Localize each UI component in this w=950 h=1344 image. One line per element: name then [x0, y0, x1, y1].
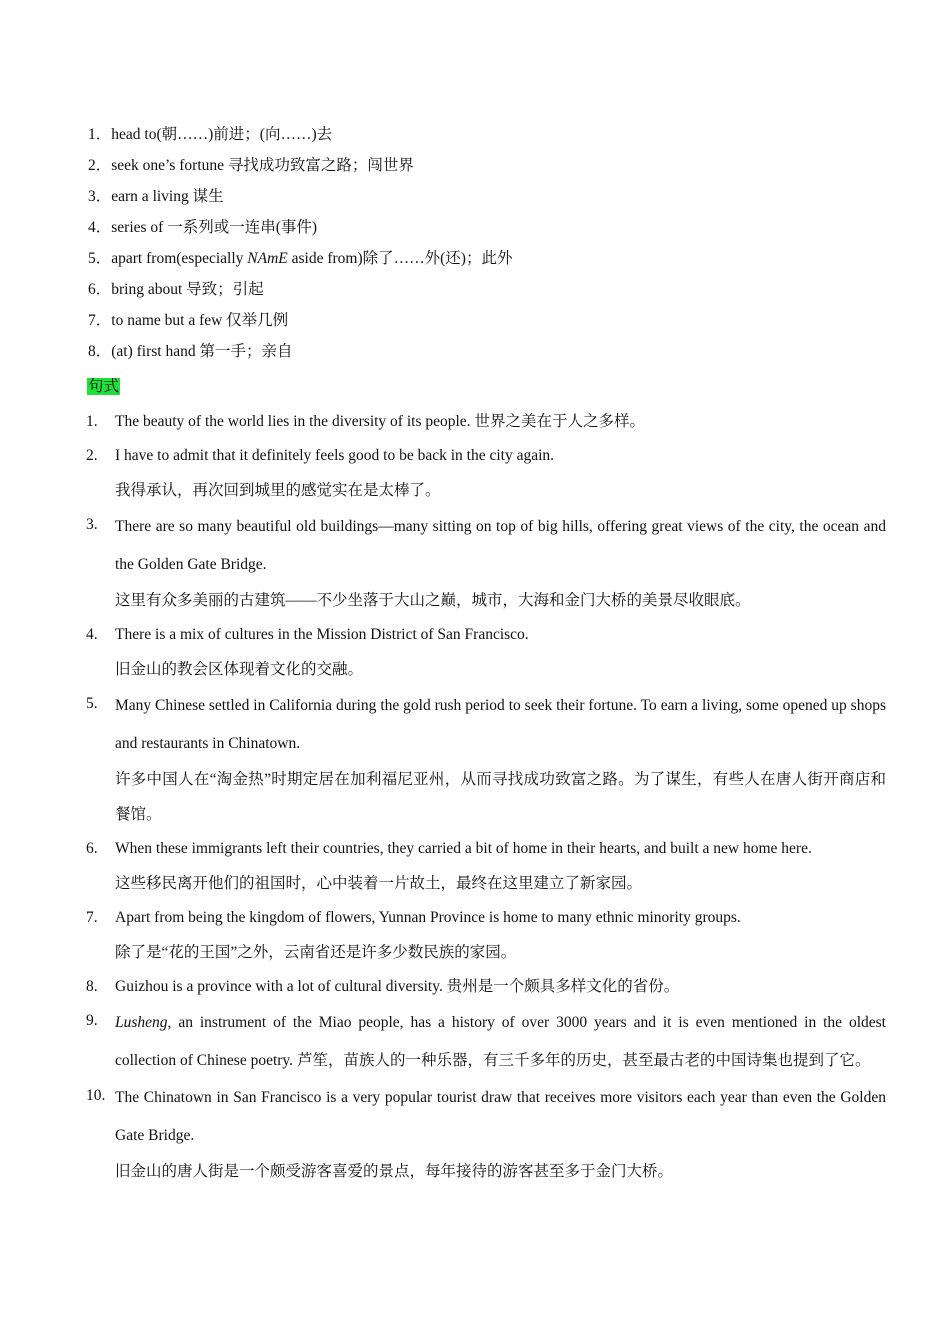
sentence-item — [86, 439, 886, 508]
section-heading-text: 句式 — [88, 378, 120, 395]
phrase-text-pre: apart from(especially — [111, 250, 248, 267]
sentence-number: 10. — [86, 1087, 106, 1104]
sentence-number: 4. — [86, 626, 98, 643]
sentence-chinese: 许多中国人在“淘金热”时期定居在加利福尼亚州，从而寻找成功致富之路。为了谋生，有些人在唐人街开商店和餐馆。 — [115, 771, 886, 823]
sentence-english-emphasis: Lusheng — [115, 1014, 168, 1031]
sentence-number: 9. — [86, 1012, 98, 1029]
sentence-chinese-inline: 芦笙，苗族人的一种乐器，有三千多年的历史，甚至最古老的中国诗集也提到了它。 — [293, 1051, 871, 1069]
phrase-item — [88, 122, 888, 153]
sentence-english: When these immigrants left their countries, they carried a bit of home in their hearts, and built a new home here. — [115, 840, 812, 857]
sentence-english: I have to admit that it definitely feels good to be back in the city again. — [115, 447, 555, 464]
phrase-item — [88, 153, 888, 184]
sentence-item — [86, 901, 886, 970]
sentence-number: 8. — [86, 978, 98, 995]
sentence-english — [115, 1004, 886, 1079]
sentence-number: 5. — [86, 695, 98, 712]
phrase-text-emphasis: NAmE — [247, 250, 288, 267]
sentence-item — [86, 687, 886, 832]
phrase-text: to name but a few 仅举几例 — [111, 312, 289, 329]
sentence-english: There is a mix of cultures in the Mission District of San Francisco. — [115, 626, 529, 643]
phrase-list — [88, 122, 888, 370]
sentence-list — [86, 405, 886, 1189]
sentence-number: 2. — [86, 447, 98, 464]
sentence-english-text: Guizhou is a province with a lot of cultural diversity. — [115, 978, 443, 995]
sentence-chinese: 旧金山的教会区体现着文化的交融。 — [115, 661, 364, 678]
sentence-chinese: 这里有众多美丽的古建筑——不少坐落于大山之巅，城市，大海和金门大桥的美景尽收眼底。 — [115, 592, 751, 609]
phrase-item — [88, 308, 888, 339]
phrase-number: 1． — [88, 126, 112, 143]
sentence-item — [86, 970, 886, 1004]
phrase-text: earn a living 谋生 — [111, 188, 224, 205]
sentence-english — [115, 970, 886, 1004]
sentence-chinese: 这些移民离开他们的祖国时，心中装着一片故土，最终在这里建立了新家园。 — [115, 875, 643, 892]
sentence-item — [86, 508, 886, 618]
sentence-chinese-inline: 贵州是一个颇具多样文化的省份。 — [442, 978, 680, 995]
phrase-text-post: aside from)除了……外(还)；此外 — [287, 250, 513, 267]
sentence-english-text: , an instrument of the Miao people, has a history of over 3000 years and it is even mentioned in the oldest collection of Chinese poetry. — [115, 1014, 886, 1069]
phrase-text: seek one’s fortune 寻找成功致富之路；闯世界 — [111, 157, 414, 174]
phrase-number: 5． — [88, 250, 112, 267]
sentence-english: Apart from being the kingdom of flowers, Yunnan Province is home to many ethnic minority groups. — [115, 909, 741, 926]
phrase-number: 2． — [88, 157, 112, 174]
phrase-item — [88, 339, 888, 370]
phrase-number: 7． — [88, 312, 112, 329]
phrase-number: 3． — [88, 188, 112, 205]
phrase-text: bring about 导致；引起 — [111, 281, 264, 298]
section-heading — [87, 376, 120, 398]
sentence-chinese: 我得承认，再次回到城里的感觉实在是太棒了。 — [115, 482, 441, 499]
sentence-english: There are so many beautiful old buildings—many sitting on top of big hills, offering great views of the city, the ocean and the Golden Gate Bridge. — [115, 518, 886, 573]
phrase-item — [88, 184, 888, 215]
phrase-number: 6． — [88, 281, 112, 298]
sentence-item — [86, 832, 886, 901]
sentence-chinese: 除了是“花的王国”之外，云南省还是许多少数民族的家园。 — [115, 944, 517, 961]
phrase-text: (at) first hand 第一手；亲自 — [111, 343, 293, 360]
sentence-chinese: 旧金山的唐人街是一个颇受游客喜爱的景点，每年接待的游客甚至多于金门大桥。 — [115, 1163, 674, 1180]
phrase-item — [88, 215, 888, 246]
sentence-english-text: The beauty of the world lies in the diversity of its people. — [115, 413, 471, 430]
sentence-number: 3. — [86, 516, 98, 533]
sentence-item — [86, 405, 886, 439]
sentence-english: Many Chinese settled in California during the gold rush period to seek their fortune. To earn a living, some opened up shops and restaurants in Chinatown. — [115, 697, 886, 752]
sentence-english — [115, 405, 886, 439]
sentence-item — [86, 618, 886, 687]
sentence-english: The Chinatown in San Francisco is a very popular tourist draw that receives more visitors each year than even the Golden Gate Bridge. — [115, 1089, 886, 1144]
phrase-item — [88, 277, 888, 308]
sentence-number: 6. — [86, 840, 98, 857]
phrase-item — [88, 246, 888, 277]
phrase-number: 4． — [88, 219, 112, 236]
phrase-text: series of 一系列或一连串(事件) — [111, 219, 318, 236]
sentence-number: 1. — [86, 413, 98, 430]
sentence-chinese-inline: 世界之美在于人之多样。 — [470, 413, 645, 430]
phrase-text: head to(朝……)前进；(向……)去 — [111, 126, 333, 143]
sentence-number: 7. — [86, 909, 98, 926]
sentence-item — [86, 1004, 886, 1079]
phrase-number: 8． — [88, 343, 112, 360]
sentence-item — [86, 1079, 886, 1189]
